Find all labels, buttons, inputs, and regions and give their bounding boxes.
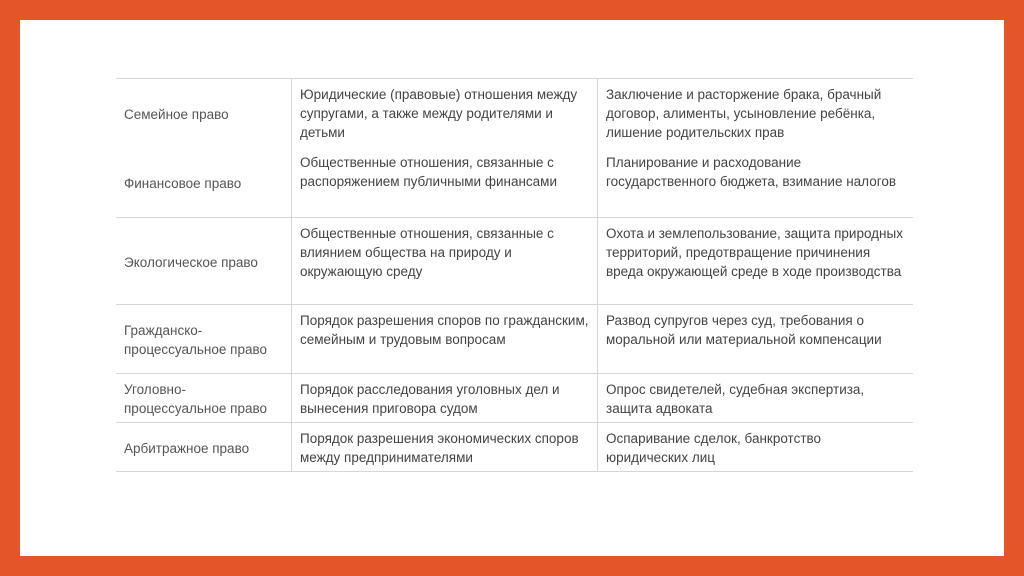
subject-cell: Общественные отношения, связанные с распоряжением публичными финансами — [291, 147, 597, 217]
examples-cell: Развод супругов через суд, требования о моральной или материальной компенсации — [597, 305, 913, 373]
table-row — [116, 305, 913, 374]
branch-cell: Финансовое право — [124, 175, 242, 191]
subject-cell: Порядок расследования уголовных дел и вынесения приговора судом — [291, 374, 597, 422]
branch-cell: Семейное право — [124, 106, 229, 122]
subject-cell: Общественные отношения, связанные с влиянием общества на природу и окружающую среду — [291, 218, 597, 304]
branch-cell: Уголовно-процессуальное право — [124, 382, 268, 416]
subject-cell: Порядок разрешения споров по гражданским, семейным и трудовым вопросам — [291, 305, 597, 373]
table-row — [116, 79, 913, 147]
examples-cell: Планирование и расходование государственного бюджета, взимание налогов — [597, 147, 913, 217]
examples-cell: Охота и землепользование, защита природных территорий, предотвращение причинения вреда окружающей среде в ходе производства — [597, 218, 913, 304]
law-branches-table — [116, 78, 913, 472]
branch-cell: Гражданско-процессуальное право — [124, 323, 268, 357]
subject-cell: Юридические (правовые) отношения между супругами, а также между родителями и детьми — [291, 79, 597, 147]
table-row — [116, 218, 913, 305]
branch-cell: Арбитражное право — [124, 440, 250, 456]
examples-cell: Заключение и расторжение брака, брачный договор, алименты, усыновление ребёнка, лишение родительских прав — [597, 79, 913, 147]
slide — [20, 20, 1004, 556]
table-row — [116, 374, 913, 423]
table-row — [116, 423, 913, 472]
examples-cell: Опрос свидетелей, судебная экспертиза, защита адвоката — [597, 374, 913, 422]
examples-cell: Оспаривание сделок, банкротство юридических лиц — [597, 423, 913, 471]
table-row — [116, 147, 913, 218]
branch-cell: Экологическое право — [124, 254, 258, 270]
subject-cell: Порядок разрешения экономических споров между предпринимателями — [291, 423, 597, 471]
